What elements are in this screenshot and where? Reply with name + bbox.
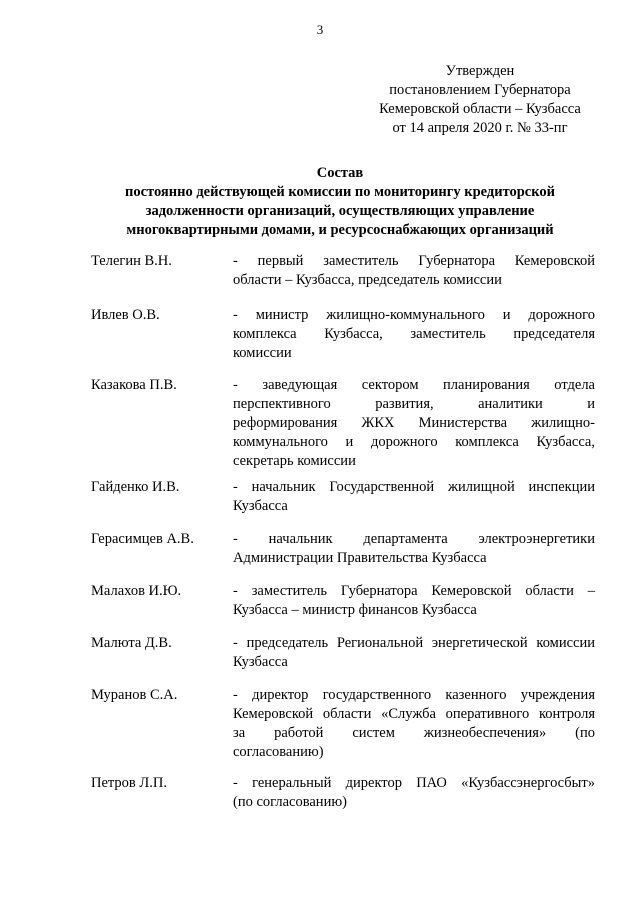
member-role-line: - заместитель Губернатора Кемеровской области – bbox=[233, 583, 595, 599]
title-line: Состав bbox=[316, 165, 364, 181]
member-role bbox=[233, 478, 595, 516]
member-role-line: - министр жилищно-коммунального и дорожного bbox=[233, 307, 595, 323]
member-role-line: - первый заместитель Губернатора Кемеровской bbox=[233, 253, 595, 269]
member-role-line: комиссии bbox=[233, 345, 292, 361]
approval-line: постановлением Губернатора bbox=[389, 82, 571, 98]
member-role-line: - генеральный директор ПАО «Кузбассэнергосбыт» bbox=[233, 775, 595, 791]
member-role bbox=[233, 686, 595, 762]
member-role-line: комплекса Кузбасса, заместитель председателя bbox=[233, 326, 595, 342]
member-name: Гайденко И.В. bbox=[91, 479, 180, 495]
member-role-line: за работой систем жизнеобеспечения» (по bbox=[233, 725, 595, 741]
member-role-line: - начальник Государственной жилищной инспекции bbox=[233, 479, 595, 495]
member-name: Ивлев О.В. bbox=[91, 307, 160, 323]
member-role-line: Кемеровской области «Служба оперативного контроля bbox=[233, 706, 595, 722]
approval-line: от 14 апреля 2020 г. № 33-пг bbox=[392, 120, 568, 136]
member-name: Герасимцев А.В. bbox=[91, 531, 194, 547]
approval-stamp bbox=[330, 62, 630, 138]
member-role-line: области – Кузбасса, председатель комиссии bbox=[233, 272, 502, 288]
member-role-line: Кузбасса bbox=[233, 498, 288, 514]
member-role-line: Администрации Правительства Кузбасса bbox=[233, 550, 487, 566]
member-name: Муранов С.А. bbox=[91, 687, 178, 703]
approval-line: Кемеровской области – Кузбасса bbox=[379, 101, 581, 117]
page-number: 3 bbox=[316, 22, 324, 37]
member-name: Малахов И.Ю. bbox=[91, 583, 182, 599]
member-role-line: - начальник департамента электроэнергетики bbox=[233, 531, 595, 547]
member-role-line: - председатель Региональной энергетической комиссии bbox=[233, 635, 595, 651]
member-name: Петров Л.П. bbox=[91, 775, 167, 791]
member-role-line: согласованию) bbox=[233, 744, 324, 760]
member-role-line: перспективного развития, аналитики и bbox=[233, 396, 595, 412]
member-role-line: реформирования ЖКХ Министерства жилищно- bbox=[233, 415, 595, 431]
member-role bbox=[233, 774, 595, 812]
member-role bbox=[233, 252, 595, 290]
title-line: задолженности организаций, осуществляющих управление bbox=[145, 203, 535, 219]
member-role-line: коммунального и дорожного комплекса Кузбасса, bbox=[233, 434, 595, 450]
member-role-line: Кузбасса bbox=[233, 654, 288, 670]
member-name: Казакова П.В. bbox=[91, 377, 177, 393]
member-role bbox=[233, 634, 595, 672]
title-line: многоквартирными домами, и ресурсоснабжающих организаций bbox=[126, 222, 554, 238]
member-name: Телегин В.Н. bbox=[91, 253, 172, 269]
document-title bbox=[60, 164, 620, 240]
member-role-line: (по согласованию) bbox=[233, 794, 347, 810]
member-role bbox=[233, 376, 595, 471]
member-role-line: Кузбасса – министр финансов Кузбасса bbox=[233, 602, 477, 618]
approval-line: Утвержден bbox=[445, 63, 515, 79]
member-role-line: - директор государственного казенного учреждения bbox=[233, 687, 595, 703]
member-role bbox=[233, 582, 595, 620]
member-role bbox=[233, 530, 595, 568]
member-role bbox=[233, 306, 595, 363]
member-role-line: - заведующая сектором планирования отдела bbox=[233, 377, 595, 393]
member-role-line: секретарь комиссии bbox=[233, 453, 356, 469]
member-name: Малюта Д.В. bbox=[91, 635, 172, 651]
title-line: постоянно действующей комиссии по мониторингу кредиторской bbox=[124, 184, 556, 200]
